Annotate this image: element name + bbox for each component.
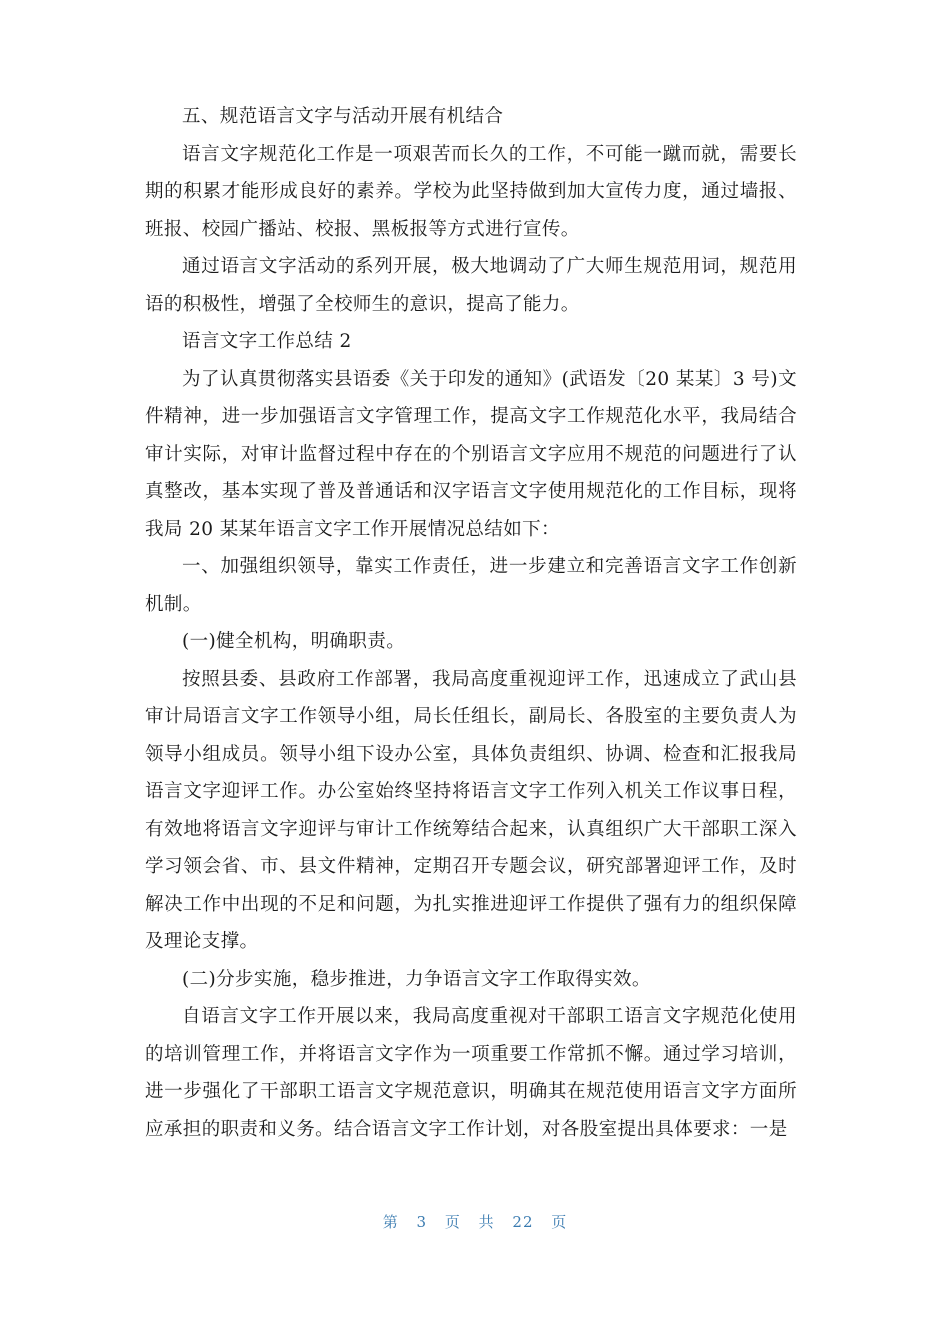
paragraph: 按照县委、县政府工作部署，我局高度重视迎评工作，迅速成立了武山县审计局语言文字工作领导小组，局长任组长，副局长、各股室的主要负责人为领导小组成员。领导小组下设办公室，具体负责组织、协调、检查和汇报我局语言文字迎评工作。办公室始终坚持将语言文字工作列入机关工作议事日程，有效地将语言文字迎评与审计工作统筹结合起来，认真组织广大干部职工深入学习领会省、市、县文件精神，定期召开专题会议，研究部署迎评工作，及时解决工作中出现的不足和问题，为扎实推进迎评工作提供了强有力的组织保障及理论支撑。: [145, 668, 797, 952]
page-footer: [0, 1211, 950, 1232]
total-pages-number: 22: [512, 1213, 534, 1231]
summary-title: 语言文字工作总结 2: [182, 331, 352, 352]
paragraph: 语言文字规范化工作是一项艰苦而长久的工作，不可能一蹴而就，需要长期的积累才能形成良好的素养。学校为此坚持做到加大宣传力度，通过墙报、班报、校园广播站、校报、黑板报等方式进行宣传。: [145, 143, 797, 240]
paragraph: 为了认真贯彻落实县语委《关于印发的通知》(武语发〔20 某某〕3 号)文件精神，进一步加强语言文字管理工作，提高文字工作规范化水平，我局结合审计实际，对审计监督过程中存在的个别语言文字应用不规范的问题进行了认真整改，基本实现了普及普通话和汉字语言文字使用规范化的工作目标，现将我局 20 某某年语言文字工作开展情况总结如下：: [145, 368, 797, 540]
total-label: 共: [478, 1213, 495, 1231]
document-body: [145, 98, 797, 1148]
subsection-heading-1: (一)健全机构，明确职责。: [182, 631, 406, 652]
section-heading-5: 五、规范语言文字与活动开展有机结合: [182, 106, 504, 127]
paragraph: 通过语言文字活动的系列开展，极大地调动了广大师生规范用词，规范用语的积极性，增强了全校师生的意识，提高了能力。: [145, 256, 797, 315]
page-label: 页: [551, 1213, 568, 1231]
current-page-number: 3: [416, 1213, 428, 1231]
section-heading-1: 一、加强组织领导，靠实工作责任，进一步建立和完善语言文字工作创新机制。: [145, 556, 797, 615]
subsection-heading-2: (二)分步实施，稳步推进，力争语言文字工作取得实效。: [182, 968, 651, 990]
page-label: 第: [382, 1213, 399, 1231]
page-label: 页: [444, 1213, 461, 1231]
paragraph: 自语言文字工作开展以来，我局高度重视对干部职工语言文字规范化使用的培训管理工作，并将语言文字作为一项重要工作常抓不懈。通过学习培训，进一步强化了干部职工语言文字规范意识，明确其在规范使用语言文字方面所应承担的职责和义务。结合语言文字工作计划，对各股室提出具体要求：一是: [145, 1006, 797, 1140]
